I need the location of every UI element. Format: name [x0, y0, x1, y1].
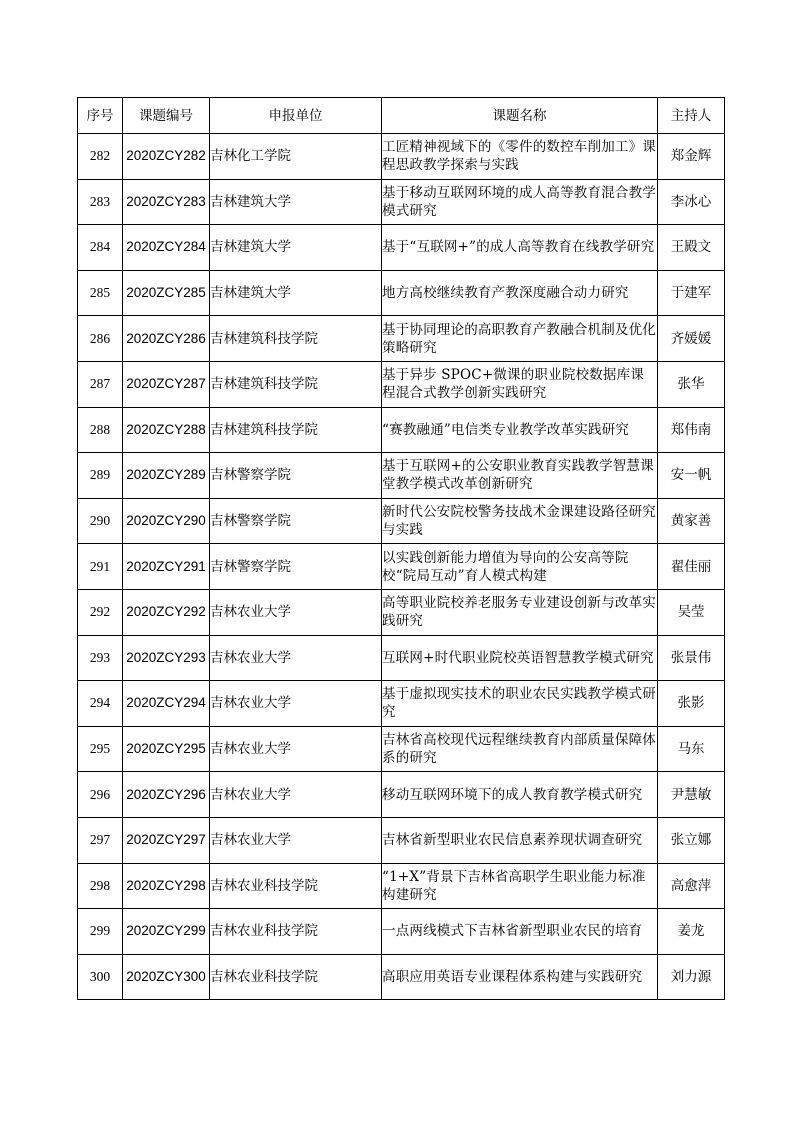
table-row: [78, 726, 725, 772]
cell-title: 高等职业院校养老服务专业建设创新与改革实践研究: [382, 589, 658, 635]
cell-host: 高愈萍: [658, 863, 725, 909]
cell-host: 吴莹: [658, 589, 725, 635]
cell-unit: 吉林建筑科技学院: [210, 316, 382, 362]
cell-title: 基于协同理论的高职教育产教融合机制及优化策略研究: [382, 316, 658, 362]
cell-unit: 吉林建筑大学: [210, 270, 382, 316]
header-row: [78, 98, 725, 134]
table-row: [78, 954, 725, 1000]
cell-unit: 吉林农业大学: [210, 681, 382, 727]
cell-code: 2020ZCY296: [123, 772, 210, 818]
table-row: [78, 681, 725, 727]
table-header: [78, 98, 725, 134]
cell-unit: 吉林农业大学: [210, 772, 382, 818]
cell-unit: 吉林建筑大学: [210, 179, 382, 225]
cell-title: 基于“互联网+”的成人高等教育在线教学研究: [382, 225, 658, 271]
cell-unit: 吉林建筑大学: [210, 225, 382, 271]
cell-no: 285: [78, 270, 123, 316]
cell-code: 2020ZCY290: [123, 498, 210, 544]
table-row: [78, 316, 725, 362]
cell-code: 2020ZCY299: [123, 909, 210, 955]
table-row: [78, 179, 725, 225]
cell-unit: 吉林警察学院: [210, 453, 382, 499]
cell-code: 2020ZCY293: [123, 635, 210, 681]
header-title: 课题名称: [382, 98, 658, 134]
cell-title: 吉林省新型职业农民信息素养现状调查研究: [382, 817, 658, 863]
cell-unit: 吉林警察学院: [210, 544, 382, 590]
cell-title: 基于互联网+的公安职业教育实践教学智慧课堂教学模式改革创新研究: [382, 453, 658, 499]
cell-host: 张立娜: [658, 817, 725, 863]
cell-no: 299: [78, 909, 123, 955]
cell-no: 293: [78, 635, 123, 681]
cell-code: 2020ZCY291: [123, 544, 210, 590]
cell-host: 张影: [658, 681, 725, 727]
cell-code: 2020ZCY284: [123, 225, 210, 271]
cell-no: 284: [78, 225, 123, 271]
cell-code: 2020ZCY285: [123, 270, 210, 316]
table-row: [78, 772, 725, 818]
cell-unit: 吉林建筑科技学院: [210, 361, 382, 407]
cell-title: 基于移动互联网环境的成人高等教育混合教学模式研究: [382, 179, 658, 225]
cell-host: 安一帆: [658, 453, 725, 499]
cell-code: 2020ZCY292: [123, 589, 210, 635]
cell-code: 2020ZCY287: [123, 361, 210, 407]
cell-no: 286: [78, 316, 123, 362]
cell-title: 移动互联网环境下的成人教育教学模式研究: [382, 772, 658, 818]
cell-host: 尹慧敏: [658, 772, 725, 818]
cell-code: 2020ZCY300: [123, 954, 210, 1000]
cell-no: 298: [78, 863, 123, 909]
cell-title: 基于异步 SPOC+微课的职业院校数据库课程混合式教学创新实践研究: [382, 361, 658, 407]
cell-title: “赛教融通”电信类专业教学改革实践研究: [382, 407, 658, 453]
cell-unit: 吉林农业大学: [210, 589, 382, 635]
cell-no: 283: [78, 179, 123, 225]
table-row: [78, 134, 725, 180]
cell-code: 2020ZCY295: [123, 726, 210, 772]
cell-code: 2020ZCY288: [123, 407, 210, 453]
cell-no: 291: [78, 544, 123, 590]
table-row: [78, 863, 725, 909]
cell-title: 一点两线模式下吉林省新型职业农民的培育: [382, 909, 658, 955]
cell-unit: 吉林农业大学: [210, 726, 382, 772]
header-code: 课题编号: [123, 98, 210, 134]
cell-title: 互联网+时代职业院校英语智慧教学模式研究: [382, 635, 658, 681]
cell-title: 高职应用英语专业课程体系构建与实践研究: [382, 954, 658, 1000]
cell-no: 282: [78, 134, 123, 180]
table-row: [78, 498, 725, 544]
cell-host: 张华: [658, 361, 725, 407]
cell-no: 297: [78, 817, 123, 863]
cell-no: 292: [78, 589, 123, 635]
table-row: [78, 225, 725, 271]
cell-unit: 吉林化工学院: [210, 134, 382, 180]
cell-host: 马东: [658, 726, 725, 772]
header-no: 序号: [78, 98, 123, 134]
table-row: [78, 589, 725, 635]
cell-host: 张景伟: [658, 635, 725, 681]
cell-code: 2020ZCY297: [123, 817, 210, 863]
cell-unit: 吉林农业大学: [210, 817, 382, 863]
cell-host: 郑金辉: [658, 134, 725, 180]
cell-unit: 吉林农业科技学院: [210, 863, 382, 909]
table-row: [78, 635, 725, 681]
header-unit: 申报单位: [210, 98, 382, 134]
cell-no: 289: [78, 453, 123, 499]
cell-code: 2020ZCY294: [123, 681, 210, 727]
cell-title: 新时代公安院校警务技战术金课建设路径研究与实践: [382, 498, 658, 544]
cell-no: 287: [78, 361, 123, 407]
cell-title: 吉林省高校现代远程继续教育内部质量保障体系的研究: [382, 726, 658, 772]
table-row: [78, 407, 725, 453]
cell-code: 2020ZCY283: [123, 179, 210, 225]
cell-title: “1+X”背景下吉林省高职学生职业能力标准构建研究: [382, 863, 658, 909]
table-row: [78, 270, 725, 316]
cell-unit: 吉林警察学院: [210, 498, 382, 544]
cell-host: 王殿文: [658, 225, 725, 271]
cell-no: 288: [78, 407, 123, 453]
cell-no: 294: [78, 681, 123, 727]
cell-host: 郑伟南: [658, 407, 725, 453]
cell-code: 2020ZCY289: [123, 453, 210, 499]
cell-no: 295: [78, 726, 123, 772]
cell-no: 290: [78, 498, 123, 544]
cell-host: 姜龙: [658, 909, 725, 955]
cell-no: 300: [78, 954, 123, 1000]
cell-code: 2020ZCY298: [123, 863, 210, 909]
project-table: [77, 97, 725, 1000]
cell-title: 地方高校继续教育产教深度融合动力研究: [382, 270, 658, 316]
table-row: [78, 361, 725, 407]
cell-host: 翟佳丽: [658, 544, 725, 590]
table-row: [78, 909, 725, 955]
table-row: [78, 544, 725, 590]
cell-host: 李冰心: [658, 179, 725, 225]
cell-host: 刘力源: [658, 954, 725, 1000]
cell-host: 齐媛媛: [658, 316, 725, 362]
cell-host: 于建军: [658, 270, 725, 316]
cell-no: 296: [78, 772, 123, 818]
cell-unit: 吉林农业科技学院: [210, 909, 382, 955]
cell-title: 工匠精神视域下的《零件的数控车削加工》课程思政教学探索与实践: [382, 134, 658, 180]
cell-title: 以实践创新能力增值为导向的公安高等院校“院局互动”育人模式构建: [382, 544, 658, 590]
cell-title: 基于虚拟现实技术的职业农民实践教学模式研究: [382, 681, 658, 727]
table-body: [78, 134, 725, 1000]
cell-host: 黄家善: [658, 498, 725, 544]
table-row: [78, 453, 725, 499]
cell-unit: 吉林建筑科技学院: [210, 407, 382, 453]
cell-unit: 吉林农业大学: [210, 635, 382, 681]
cell-code: 2020ZCY282: [123, 134, 210, 180]
header-host: 主持人: [658, 98, 725, 134]
table-row: [78, 817, 725, 863]
cell-code: 2020ZCY286: [123, 316, 210, 362]
cell-unit: 吉林农业科技学院: [210, 954, 382, 1000]
